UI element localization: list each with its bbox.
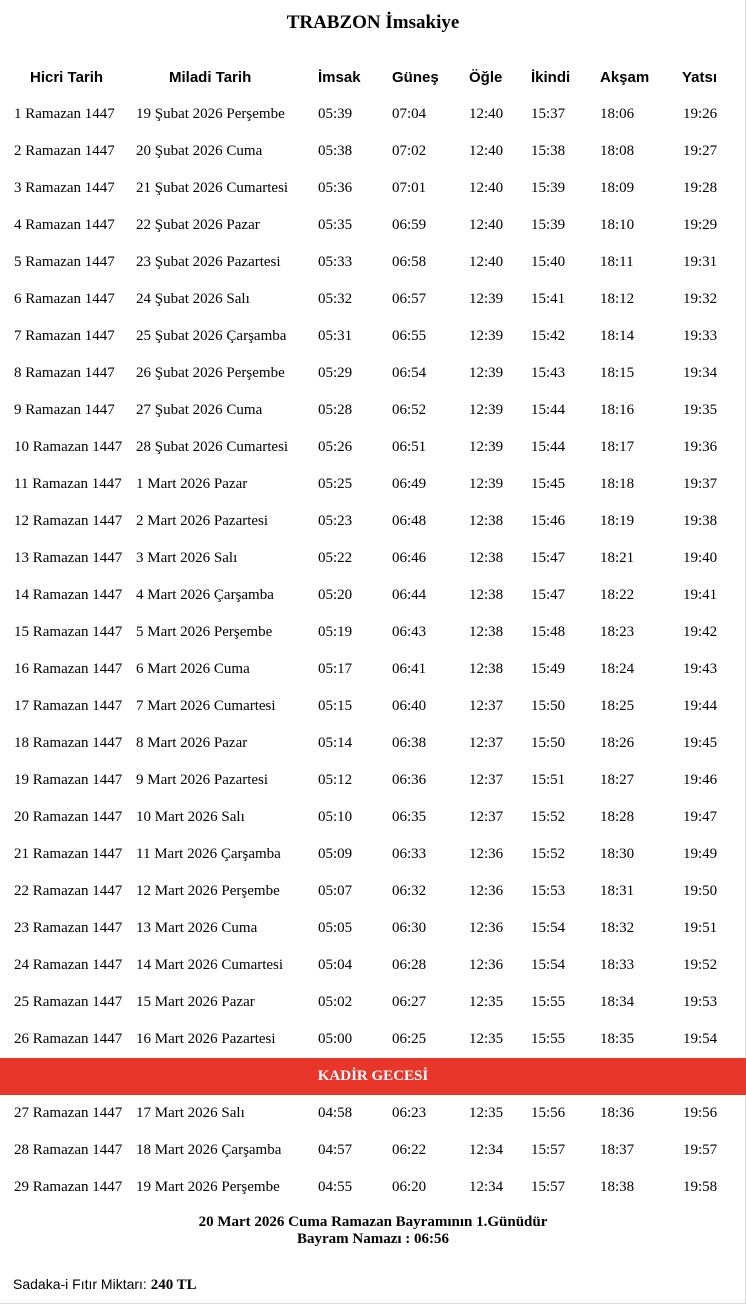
cell-yatsi: 19:56 bbox=[683, 1105, 718, 1121]
cell-hicri: 9 Ramazan 1447 bbox=[14, 402, 115, 418]
cell-hicri: 4 Ramazan 1447 bbox=[14, 217, 115, 233]
cell-ogle: 12:40 bbox=[469, 143, 504, 159]
cell-imsak: 05:33 bbox=[318, 254, 353, 270]
cell-yatsi: 19:58 bbox=[683, 1179, 718, 1195]
cell-ogle: 12:39 bbox=[469, 365, 504, 381]
cell-imsak: 05:29 bbox=[318, 365, 353, 381]
cell-yatsi: 19:29 bbox=[683, 217, 718, 233]
cell-yatsi: 19:46 bbox=[683, 772, 718, 788]
cell-ogle: 12:35 bbox=[469, 994, 504, 1010]
cell-aksam: 18:30 bbox=[600, 846, 635, 862]
cell-yatsi: 19:32 bbox=[683, 291, 718, 307]
cell-ikindi: 15:53 bbox=[531, 883, 566, 899]
cell-miladi: 6 Mart 2026 Cuma bbox=[136, 661, 250, 677]
cell-miladi: 18 Mart 2026 Çarşamba bbox=[136, 1142, 282, 1158]
cell-aksam: 18:35 bbox=[600, 1031, 635, 1047]
cell-aksam: 18:19 bbox=[600, 513, 635, 529]
bayram-info bbox=[0, 1214, 746, 1248]
cell-gunes: 06:40 bbox=[392, 698, 427, 714]
bayram-namaz-line: Bayram Namazı : 06:56 bbox=[296, 1231, 450, 1247]
cell-ikindi: 15:54 bbox=[531, 957, 566, 973]
cell-hicri: 15 Ramazan 1447 bbox=[14, 624, 123, 640]
page-title: TRABZON İmsakiye bbox=[286, 12, 460, 33]
cell-imsak: 05:07 bbox=[318, 883, 353, 899]
header-gunes: Güneş bbox=[392, 68, 439, 86]
cell-yatsi: 19:37 bbox=[683, 476, 718, 492]
header-miladi: Miladi Tarih bbox=[169, 68, 252, 86]
cell-aksam: 18:08 bbox=[600, 143, 635, 159]
cell-gunes: 06:25 bbox=[392, 1031, 427, 1047]
cell-ikindi: 15:39 bbox=[531, 180, 566, 196]
cell-yatsi: 19:45 bbox=[683, 735, 718, 751]
cell-imsak: 05:00 bbox=[318, 1031, 353, 1047]
cell-miladi: 22 Şubat 2026 Pazar bbox=[136, 217, 260, 233]
cell-ogle: 12:37 bbox=[469, 809, 504, 825]
cell-hicri: 13 Ramazan 1447 bbox=[14, 550, 123, 566]
cell-yatsi: 19:50 bbox=[683, 883, 718, 899]
cell-yatsi: 19:27 bbox=[683, 143, 718, 159]
cell-ikindi: 15:48 bbox=[531, 624, 566, 640]
cell-ikindi: 15:37 bbox=[531, 106, 566, 122]
cell-miladi: 11 Mart 2026 Çarşamba bbox=[136, 846, 281, 862]
cell-aksam: 18:26 bbox=[600, 735, 635, 751]
cell-yatsi: 19:33 bbox=[683, 328, 718, 344]
cell-hicri: 22 Ramazan 1447 bbox=[14, 883, 123, 899]
cell-yatsi: 19:51 bbox=[683, 920, 718, 936]
cell-gunes: 06:22 bbox=[392, 1142, 427, 1158]
cell-ikindi: 15:45 bbox=[531, 476, 566, 492]
cell-yatsi: 19:54 bbox=[683, 1031, 718, 1047]
cell-hicri: 27 Ramazan 1447 bbox=[14, 1105, 123, 1121]
cell-aksam: 18:09 bbox=[600, 180, 635, 196]
cell-gunes: 06:35 bbox=[392, 809, 427, 825]
cell-miladi: 7 Mart 2026 Cumartesi bbox=[136, 698, 276, 714]
cell-miladi: 24 Şubat 2026 Salı bbox=[136, 291, 250, 307]
cell-hicri: 21 Ramazan 1447 bbox=[14, 846, 123, 862]
table-row bbox=[0, 1095, 746, 1132]
cell-miladi: 20 Şubat 2026 Cuma bbox=[136, 143, 263, 159]
cell-ikindi: 15:54 bbox=[531, 920, 566, 936]
cell-ogle: 12:36 bbox=[469, 846, 504, 862]
special-row-label: KADİR GECESİ bbox=[0, 1058, 746, 1095]
cell-aksam: 18:36 bbox=[600, 1105, 635, 1121]
cell-gunes: 06:30 bbox=[392, 920, 427, 936]
cell-hicri: 6 Ramazan 1447 bbox=[14, 291, 115, 307]
cell-imsak: 05:38 bbox=[318, 143, 353, 159]
cell-gunes: 06:23 bbox=[392, 1105, 427, 1121]
cell-aksam: 18:23 bbox=[600, 624, 635, 640]
cell-miladi: 23 Şubat 2026 Pazartesi bbox=[136, 254, 281, 270]
cell-imsak: 05:02 bbox=[318, 994, 353, 1010]
cell-yatsi: 19:57 bbox=[683, 1142, 718, 1158]
cell-gunes: 06:27 bbox=[392, 994, 427, 1010]
cell-imsak: 05:25 bbox=[318, 476, 353, 492]
cell-gunes: 06:49 bbox=[392, 476, 427, 492]
cell-ikindi: 15:57 bbox=[531, 1142, 566, 1158]
cell-gunes: 06:54 bbox=[392, 365, 427, 381]
table-row bbox=[0, 244, 746, 281]
cell-hicri: 29 Ramazan 1447 bbox=[14, 1179, 123, 1195]
cell-ikindi: 15:50 bbox=[531, 735, 566, 751]
header-hicri: Hicri Tarih bbox=[30, 68, 104, 86]
cell-ikindi: 15:41 bbox=[531, 291, 566, 307]
cell-yatsi: 19:41 bbox=[683, 587, 718, 603]
cell-aksam: 18:38 bbox=[600, 1179, 635, 1195]
cell-hicri: 14 Ramazan 1447 bbox=[14, 587, 123, 603]
cell-ogle: 12:36 bbox=[469, 920, 504, 936]
cell-yatsi: 19:53 bbox=[683, 994, 718, 1010]
table-row bbox=[0, 836, 746, 873]
cell-yatsi: 19:47 bbox=[683, 809, 718, 825]
cell-aksam: 18:21 bbox=[600, 550, 635, 566]
cell-ikindi: 15:42 bbox=[531, 328, 566, 344]
header-row bbox=[0, 58, 746, 96]
cell-miladi: 25 Şubat 2026 Çarşamba bbox=[136, 328, 287, 344]
cell-hicri: 28 Ramazan 1447 bbox=[14, 1142, 123, 1158]
cell-yatsi: 19:42 bbox=[683, 624, 718, 640]
table-row bbox=[0, 540, 746, 577]
cell-miladi: 28 Şubat 2026 Cumartesi bbox=[136, 439, 289, 455]
cell-gunes: 07:01 bbox=[392, 180, 427, 196]
table-row bbox=[0, 614, 746, 651]
cell-ikindi: 15:47 bbox=[531, 587, 566, 603]
cell-ikindi: 15:39 bbox=[531, 217, 566, 233]
cell-ogle: 12:34 bbox=[469, 1142, 504, 1158]
cell-ogle: 12:40 bbox=[469, 217, 504, 233]
cell-yatsi: 19:26 bbox=[683, 106, 718, 122]
cell-ogle: 12:36 bbox=[469, 883, 504, 899]
table-row bbox=[0, 799, 746, 836]
cell-hicri: 10 Ramazan 1447 bbox=[14, 439, 123, 455]
table-row bbox=[0, 281, 746, 318]
cell-yatsi: 19:43 bbox=[683, 661, 718, 677]
cell-gunes: 07:02 bbox=[392, 143, 427, 159]
cell-imsak: 05:31 bbox=[318, 328, 353, 344]
cell-ogle: 12:40 bbox=[469, 106, 504, 122]
cell-aksam: 18:17 bbox=[600, 439, 635, 455]
cell-ikindi: 15:44 bbox=[531, 439, 566, 455]
cell-ogle: 12:37 bbox=[469, 735, 504, 751]
cell-hicri: 8 Ramazan 1447 bbox=[14, 365, 115, 381]
cell-aksam: 18:25 bbox=[600, 698, 635, 714]
cell-miladi: 21 Şubat 2026 Cumartesi bbox=[136, 180, 289, 196]
bayram-line: 20 Mart 2026 Cuma Ramazan Bayramının 1.Günüdür bbox=[198, 1214, 548, 1230]
cell-imsak: 05:26 bbox=[318, 439, 353, 455]
cell-gunes: 06:43 bbox=[392, 624, 427, 640]
cell-gunes: 06:32 bbox=[392, 883, 427, 899]
cell-yatsi: 19:31 bbox=[683, 254, 718, 270]
cell-ogle: 12:37 bbox=[469, 772, 504, 788]
cell-hicri: 3 Ramazan 1447 bbox=[14, 180, 115, 196]
cell-ogle: 12:40 bbox=[469, 254, 504, 270]
table-row bbox=[0, 688, 746, 725]
table-row bbox=[0, 170, 746, 207]
cell-imsak: 05:28 bbox=[318, 402, 353, 418]
cell-miladi: 19 Şubat 2026 Perşembe bbox=[136, 106, 285, 122]
cell-ikindi: 15:55 bbox=[531, 994, 566, 1010]
cell-gunes: 06:57 bbox=[392, 291, 427, 307]
table-row bbox=[0, 1169, 746, 1206]
cell-yatsi: 19:28 bbox=[683, 180, 718, 196]
cell-ikindi: 15:49 bbox=[531, 661, 566, 677]
cell-hicri: 2 Ramazan 1447 bbox=[14, 143, 115, 159]
cell-gunes: 06:48 bbox=[392, 513, 427, 529]
cell-miladi: 17 Mart 2026 Salı bbox=[136, 1105, 245, 1121]
cell-aksam: 18:14 bbox=[600, 328, 635, 344]
cell-hicri: 7 Ramazan 1447 bbox=[14, 328, 115, 344]
cell-gunes: 06:55 bbox=[392, 328, 427, 344]
cell-imsak: 05:36 bbox=[318, 180, 353, 196]
cell-yatsi: 19:52 bbox=[683, 957, 718, 973]
header-yatsi: Yatsı bbox=[682, 68, 718, 86]
table-row bbox=[0, 503, 746, 540]
cell-gunes: 06:44 bbox=[392, 587, 427, 603]
cell-imsak: 04:58 bbox=[318, 1105, 353, 1121]
cell-miladi: 12 Mart 2026 Perşembe bbox=[136, 883, 280, 899]
cell-ogle: 12:39 bbox=[469, 402, 504, 418]
cell-ogle: 12:38 bbox=[469, 550, 504, 566]
cell-ikindi: 15:52 bbox=[531, 809, 566, 825]
fitir-amount: 240 TL bbox=[150, 1277, 197, 1293]
cell-miladi: 16 Mart 2026 Pazartesi bbox=[136, 1031, 276, 1047]
cell-aksam: 18:06 bbox=[600, 106, 635, 122]
table-row bbox=[0, 429, 746, 466]
cell-gunes: 06:58 bbox=[392, 254, 427, 270]
cell-yatsi: 19:40 bbox=[683, 550, 718, 566]
cell-hicri: 11 Ramazan 1447 bbox=[14, 476, 122, 492]
header-ogle: Öğle bbox=[469, 68, 503, 86]
table-row bbox=[0, 725, 746, 762]
cell-ikindi: 15:55 bbox=[531, 1031, 566, 1047]
cell-ikindi: 15:50 bbox=[531, 698, 566, 714]
cell-gunes: 06:20 bbox=[392, 1179, 427, 1195]
cell-miladi: 2 Mart 2026 Pazartesi bbox=[136, 513, 269, 529]
table-row bbox=[0, 96, 746, 133]
cell-imsak: 05:04 bbox=[318, 957, 353, 973]
cell-miladi: 19 Mart 2026 Perşembe bbox=[136, 1179, 280, 1195]
cell-ogle: 12:38 bbox=[469, 587, 504, 603]
cell-gunes: 06:28 bbox=[392, 957, 427, 973]
cell-ogle: 12:36 bbox=[469, 957, 504, 973]
cell-hicri: 24 Ramazan 1447 bbox=[14, 957, 123, 973]
cell-aksam: 18:16 bbox=[600, 402, 635, 418]
cell-imsak: 05:20 bbox=[318, 587, 353, 603]
cell-hicri: 25 Ramazan 1447 bbox=[14, 994, 123, 1010]
cell-imsak: 05:14 bbox=[318, 735, 353, 751]
cell-miladi: 5 Mart 2026 Perşembe bbox=[136, 624, 273, 640]
cell-imsak: 05:15 bbox=[318, 698, 353, 714]
cell-imsak: 04:57 bbox=[318, 1142, 353, 1158]
cell-aksam: 18:28 bbox=[600, 809, 635, 825]
cell-ogle: 12:39 bbox=[469, 476, 504, 492]
cell-yatsi: 19:34 bbox=[683, 365, 718, 381]
cell-gunes: 06:52 bbox=[392, 402, 427, 418]
cell-miladi: 27 Şubat 2026 Cuma bbox=[136, 402, 263, 418]
cell-aksam: 18:33 bbox=[600, 957, 635, 973]
cell-hicri: 18 Ramazan 1447 bbox=[14, 735, 123, 751]
cell-imsak: 05:19 bbox=[318, 624, 353, 640]
header-ikindi: İkindi bbox=[531, 68, 571, 86]
header-imsak: İmsak bbox=[318, 68, 361, 86]
table-row bbox=[0, 392, 746, 429]
cell-aksam: 18:22 bbox=[600, 587, 635, 603]
cell-aksam: 18:24 bbox=[600, 661, 635, 677]
cell-miladi: 8 Mart 2026 Pazar bbox=[136, 735, 248, 751]
cell-yatsi: 19:44 bbox=[683, 698, 718, 714]
table-row bbox=[0, 762, 746, 799]
cell-ikindi: 15:43 bbox=[531, 365, 566, 381]
cell-ogle: 12:37 bbox=[469, 698, 504, 714]
cell-ikindi: 15:51 bbox=[531, 772, 566, 788]
cell-imsak: 05:17 bbox=[318, 661, 353, 677]
fitir-label: Sadaka-i Fıtır Miktarı: bbox=[13, 1276, 147, 1292]
table-row bbox=[0, 873, 746, 910]
cell-hicri: 19 Ramazan 1447 bbox=[14, 772, 123, 788]
cell-aksam: 18:12 bbox=[600, 291, 635, 307]
cell-gunes: 06:41 bbox=[392, 661, 427, 677]
cell-miladi: 26 Şubat 2026 Perşembe bbox=[136, 365, 285, 381]
cell-aksam: 18:31 bbox=[600, 883, 635, 899]
cell-imsak: 05:10 bbox=[318, 809, 353, 825]
cell-imsak: 05:32 bbox=[318, 291, 353, 307]
table-row bbox=[0, 466, 746, 503]
cell-gunes: 06:59 bbox=[392, 217, 427, 233]
cell-ikindi: 15:40 bbox=[531, 254, 566, 270]
cell-ogle: 12:39 bbox=[469, 439, 504, 455]
cell-miladi: 1 Mart 2026 Pazar bbox=[136, 476, 248, 492]
cell-ikindi: 15:38 bbox=[531, 143, 566, 159]
cell-yatsi: 19:35 bbox=[683, 402, 718, 418]
fitir-info bbox=[13, 1276, 197, 1294]
cell-ogle: 12:40 bbox=[469, 180, 504, 196]
cell-miladi: 4 Mart 2026 Çarşamba bbox=[136, 587, 274, 603]
cell-hicri: 5 Ramazan 1447 bbox=[14, 254, 115, 270]
cell-hicri: 1 Ramazan 1447 bbox=[14, 106, 115, 122]
cell-gunes: 06:46 bbox=[392, 550, 427, 566]
cell-aksam: 18:37 bbox=[600, 1142, 635, 1158]
cell-imsak: 05:39 bbox=[318, 106, 353, 122]
table-row bbox=[0, 910, 746, 947]
cell-ogle: 12:38 bbox=[469, 624, 504, 640]
cell-imsak: 04:55 bbox=[318, 1179, 353, 1195]
cell-imsak: 05:05 bbox=[318, 920, 353, 936]
cell-ikindi: 15:47 bbox=[531, 550, 566, 566]
cell-ogle: 12:34 bbox=[469, 1179, 504, 1195]
table-body bbox=[0, 96, 746, 1206]
cell-miladi: 3 Mart 2026 Salı bbox=[136, 550, 238, 566]
cell-imsak: 05:22 bbox=[318, 550, 353, 566]
cell-ogle: 12:38 bbox=[469, 513, 504, 529]
cell-aksam: 18:34 bbox=[600, 994, 635, 1010]
table-row bbox=[0, 207, 746, 244]
cell-ikindi: 15:44 bbox=[531, 402, 566, 418]
cell-imsak: 05:35 bbox=[318, 217, 353, 233]
header-aksam: Akşam bbox=[600, 68, 650, 86]
cell-aksam: 18:15 bbox=[600, 365, 635, 381]
cell-aksam: 18:10 bbox=[600, 217, 635, 233]
cell-hicri: 23 Ramazan 1447 bbox=[14, 920, 123, 936]
cell-hicri: 16 Ramazan 1447 bbox=[14, 661, 123, 677]
table-row bbox=[0, 984, 746, 1021]
cell-hicri: 26 Ramazan 1447 bbox=[14, 1031, 123, 1047]
table-row bbox=[0, 577, 746, 614]
table-row bbox=[0, 1132, 746, 1169]
cell-ogle: 12:35 bbox=[469, 1105, 504, 1121]
kadir-gecesi-row bbox=[0, 1058, 746, 1095]
cell-yatsi: 19:36 bbox=[683, 439, 718, 455]
table-row bbox=[0, 947, 746, 984]
table-row bbox=[0, 1021, 746, 1058]
cell-hicri: 17 Ramazan 1447 bbox=[14, 698, 123, 714]
imsakiye-table bbox=[0, 58, 746, 1206]
cell-imsak: 05:12 bbox=[318, 772, 353, 788]
cell-gunes: 06:38 bbox=[392, 735, 427, 751]
cell-ikindi: 15:52 bbox=[531, 846, 566, 862]
cell-imsak: 05:23 bbox=[318, 513, 353, 529]
cell-miladi: 13 Mart 2026 Cuma bbox=[136, 920, 258, 936]
cell-ikindi: 15:46 bbox=[531, 513, 566, 529]
cell-ogle: 12:39 bbox=[469, 328, 504, 344]
cell-gunes: 06:36 bbox=[392, 772, 427, 788]
cell-miladi: 14 Mart 2026 Cumartesi bbox=[136, 957, 284, 973]
table-row bbox=[0, 133, 746, 170]
cell-ogle: 12:39 bbox=[469, 291, 504, 307]
cell-aksam: 18:27 bbox=[600, 772, 635, 788]
cell-ogle: 12:35 bbox=[469, 1031, 504, 1047]
cell-ogle: 12:38 bbox=[469, 661, 504, 677]
cell-ikindi: 15:57 bbox=[531, 1179, 566, 1195]
table-row bbox=[0, 318, 746, 355]
cell-gunes: 06:33 bbox=[392, 846, 427, 862]
cell-miladi: 15 Mart 2026 Pazar bbox=[136, 994, 255, 1010]
cell-yatsi: 19:38 bbox=[683, 513, 718, 529]
cell-hicri: 12 Ramazan 1447 bbox=[14, 513, 123, 529]
table-row bbox=[0, 355, 746, 392]
cell-miladi: 10 Mart 2026 Salı bbox=[136, 809, 245, 825]
cell-aksam: 18:11 bbox=[600, 254, 634, 270]
cell-gunes: 07:04 bbox=[392, 106, 427, 122]
cell-aksam: 18:32 bbox=[600, 920, 635, 936]
table-row bbox=[0, 651, 746, 688]
cell-ikindi: 15:56 bbox=[531, 1105, 566, 1121]
cell-aksam: 18:18 bbox=[600, 476, 635, 492]
cell-hicri: 20 Ramazan 1447 bbox=[14, 809, 123, 825]
cell-imsak: 05:09 bbox=[318, 846, 353, 862]
cell-miladi: 9 Mart 2026 Pazartesi bbox=[136, 772, 269, 788]
cell-gunes: 06:51 bbox=[392, 439, 427, 455]
cell-yatsi: 19:49 bbox=[683, 846, 718, 862]
